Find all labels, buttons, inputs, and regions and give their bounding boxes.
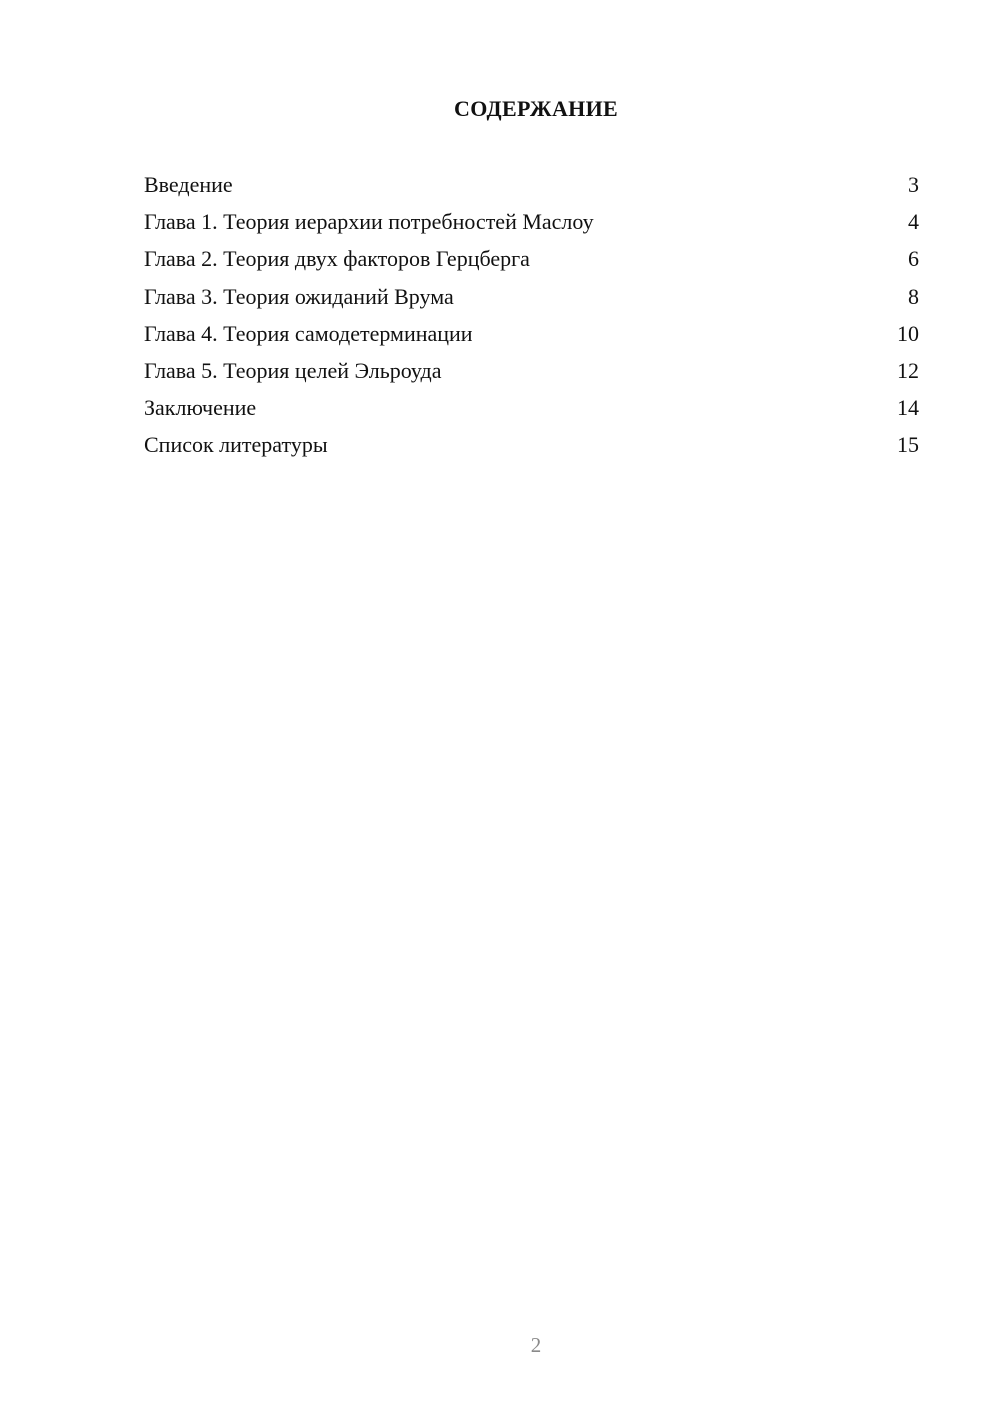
toc-entry-introduction[interactable] xyxy=(144,168,919,205)
toc-entry-title: Глава 1. Теория иерархии потребностей Маслоу xyxy=(144,209,594,235)
toc-entry-title: Заключение xyxy=(144,395,257,421)
toc-entry-page-number: 8 xyxy=(908,283,919,309)
toc-entry-page-number: 14 xyxy=(897,395,919,421)
toc-entry-chapter-4[interactable] xyxy=(144,317,919,354)
toc-entry-chapter-5[interactable] xyxy=(144,354,919,391)
toc-entry-title: Введение xyxy=(144,172,233,197)
toc-entry-title: Глава 4. Теория самодетерминации xyxy=(144,320,473,346)
toc-entry-chapter-1[interactable] xyxy=(144,205,919,242)
toc-entry-page-number: 12 xyxy=(897,357,919,383)
toc-entry-title: Глава 3. Теория ожиданий Врума xyxy=(144,283,454,309)
page-footer-number: 2 xyxy=(530,1333,542,1357)
toc-entry-title: Глава 2. Теория двух факторов Герцберга xyxy=(144,246,530,272)
page-title: СОДЕРЖАНИЕ xyxy=(454,96,618,121)
toc-entry-page-number: 6 xyxy=(908,246,919,272)
toc-entry-references[interactable] xyxy=(144,428,919,465)
toc-entry-chapter-3[interactable] xyxy=(144,280,919,317)
toc-entry-title: Глава 5. Теория целей Эльроуда xyxy=(144,357,442,383)
toc-entry-page-number: 4 xyxy=(908,209,919,235)
toc-entry-conclusion[interactable] xyxy=(144,391,919,428)
toc-entry-page-number: 15 xyxy=(897,432,919,458)
toc-entry-chapter-2[interactable] xyxy=(144,242,919,279)
toc-entry-page-number: 3 xyxy=(908,172,919,197)
toc-entry-page-number: 10 xyxy=(897,320,919,346)
table-of-contents xyxy=(144,168,919,466)
toc-entry-title: Список литературы xyxy=(144,432,328,458)
